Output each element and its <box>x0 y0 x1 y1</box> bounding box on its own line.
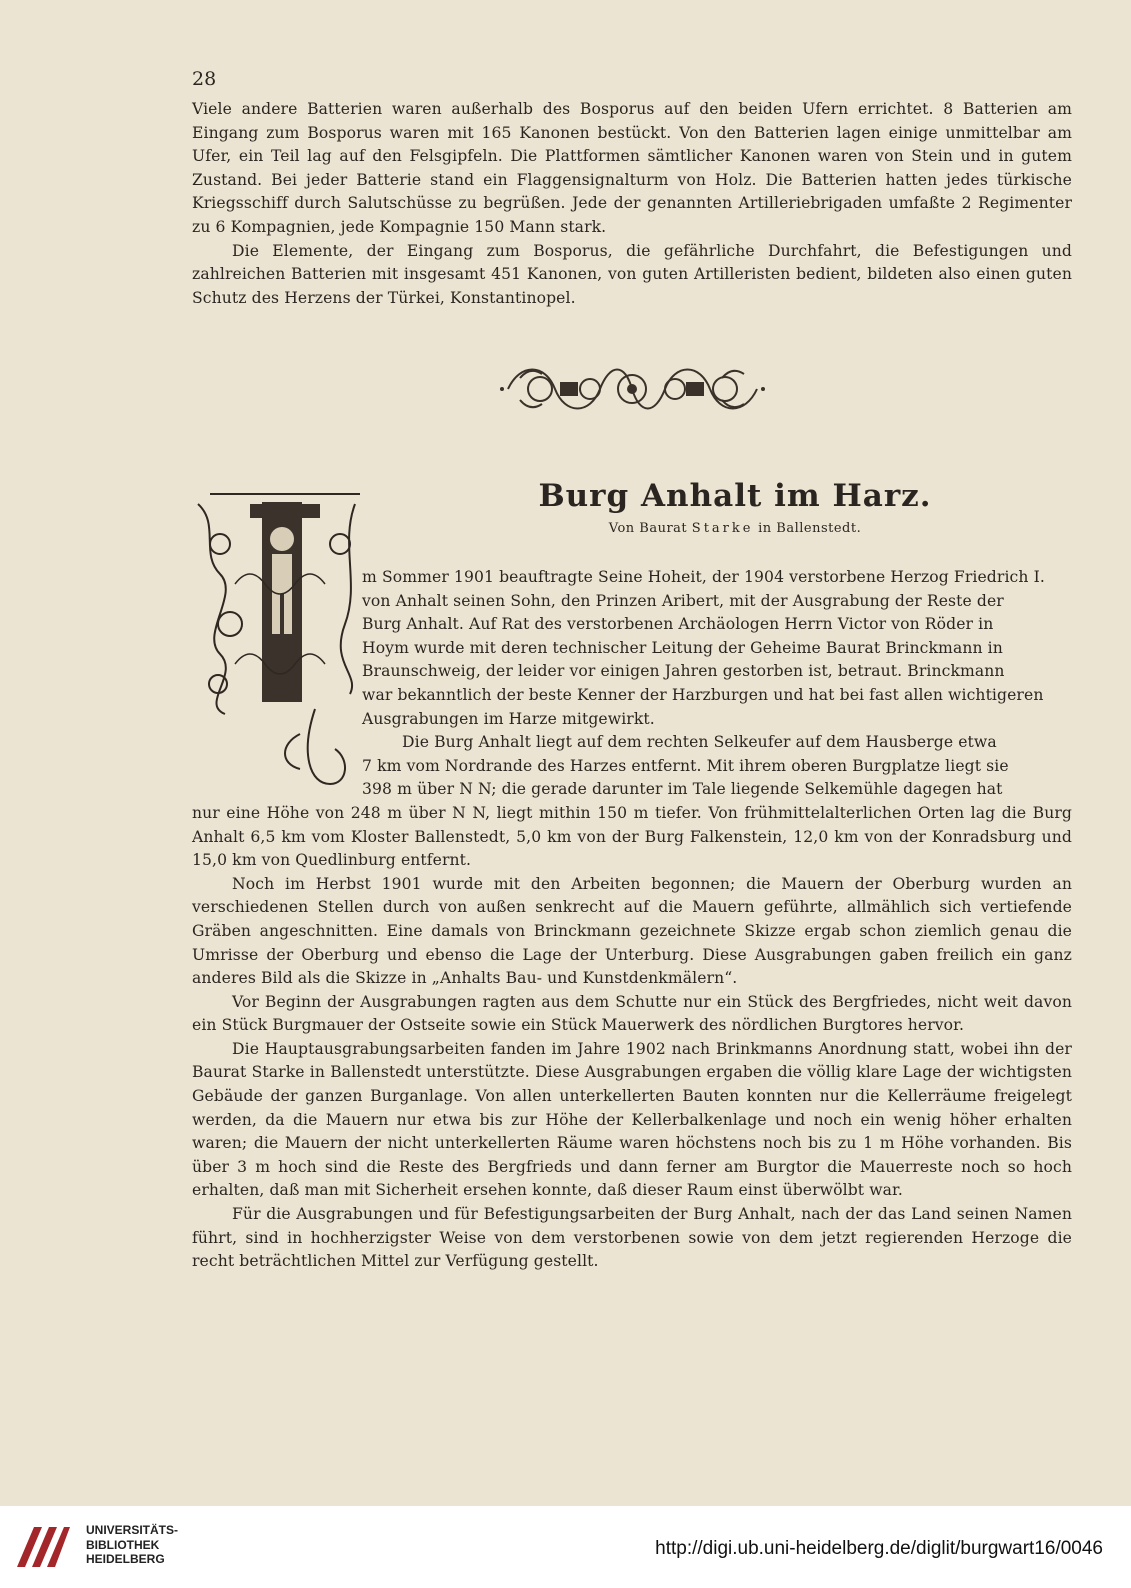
article-byline <box>520 521 950 536</box>
article-text <box>192 566 1072 1274</box>
article-title: Burg Anhalt im Harz. <box>538 478 932 514</box>
article-paragraph-5: Die Hauptausgrabungsarbeiten fanden im Jahre 1902 nach Brinkmanns Anordnung statt, wobei ihn der Baurat Starke in Ballenstedt unterstützte. Diese Ausgrabungen ergaben die völlig klare Lage der wichtigsten Gebäude der ganzen Burganlage. Von allen unterkellerten Bauten konnten nur die Kellerräume freigelegt werden, da die Mauern nur etwa bis zur Höhe der Kellerbalkenlage und noch ein wenig höher erhalten waren; die Mauern der nicht unterkellerten Räume waren höchstens noch bis zu 1 m Höhe vorhanden. Bis über 3 m hoch sind die Reste des Bergfrieds und dann ferner am Burgtor die Mauerreste noch so hoch erhalten, daß man mit Sicherheit ersehen konnte, daß dieser Raum einst überwölbt war. <box>192 1039 1072 1200</box>
byline-prefix: Von Baurat <box>608 521 688 536</box>
article-line-5: Braunschweig, der leider vor einigen Jahren gestorben ist, betraut. Brinckmann <box>362 662 1005 681</box>
library-name <box>86 1523 178 1567</box>
intro-text <box>192 98 1072 310</box>
article-line-3: Burg Anhalt. Auf Rat des verstorbenen Archäologen Herrn Victor von Röder in <box>362 615 994 634</box>
library-name-line-1: UNIVERSITÄTS- <box>86 1523 179 1537</box>
page-number: 28 <box>192 68 217 90</box>
article-line-9: 7 km vom Nordrande des Harzes entfernt. Mit ihrem oberen Burgplatze liegt sie <box>362 756 1009 775</box>
article-paragraph-4: Vor Beginn der Ausgrabungen ragten aus dem Schutte nur ein Stück des Bergfriedes, nicht weit davon ein Stück Burgmauer der Ostseite sowie ein Stück Mauerwerk des nördlichen Burgtores hervor. <box>192 992 1072 1035</box>
article-line-4: Hoym wurde mit deren technischer Leitung der Geheime Baurat Brinckmann in <box>362 638 1003 657</box>
article-line-6: war bekanntlich der beste Kenner der Harzburgen und hat bei fast allen wichtigeren <box>362 685 1044 704</box>
article-paragraph-3: Noch im Herbst 1901 wurde mit den Arbeiten begonnen; die Mauern der Oberburg wurden an verschiedenen Stellen durch von außen senkrecht auf die Mauern geführte, allmählich sich vertiefende Gräben angeschnitten. Eine damals von Brinckmann gezeichnete Skizze ergab schon ziemlich genau die Umrisse der Oberburg und ebenso die Lage der Unterburg. Diese Ausgrabungen gaben freilich ein ganz anderes Bild als die Skizze in „Anhalts Bau- und Kunstdenkmälern“. <box>192 874 1072 988</box>
article-paragraph-6: Für die Ausgrabungen und für Befestigungsarbeiten der Burg Anhalt, nach der das Land seinen Namen führt, sind in hochherzigster Weise von dem verstorbenen sowie von dem jetzt regierenden Herzoge die recht beträchtlichen Mittel zur Verfügung gestellt. <box>192 1205 1072 1271</box>
source-url-link[interactable]: http://digi.ub.uni-heidelberg.de/diglit/burgwart16/0046 <box>655 1538 1103 1559</box>
article-line-1: m Sommer 1901 beauftragte Seine Hoheit, der 1904 verstorbene Herzog Friedrich I. <box>362 568 1045 586</box>
intro-paragraph-1: Viele andere Batterien waren außerhalb des Bosporus auf den beiden Ufern errichtet. 8 Batterien am Eingang zum Bosporus waren mit 165 Kanonen bestückt. Von den Batterien lagen einige unmittelbar am Ufer, ein Teil lag auf den Felsgipfeln. Die Plattformen sämtlicher Kanonen waren von Stein und in gutem Zustand. Bei jeder Batterie stand ein Flaggensignalturm von Holz. Die Batterien hatten jedes türkische Kriegsschiff durch Salutschüsse zu begrüßen. Jede der genannten Artilleriebrigaden umfaßte 2 Regimenter zu 6 Kompagnien, jede Kompagnie 150 Mann stark. <box>192 100 1072 236</box>
article-line-7: Ausgrabungen im Harze mitgewirkt. <box>362 709 655 728</box>
byline-author: Starke <box>691 521 754 536</box>
article-line-10: 398 m über N N; die gerade darunter im Tale liegende Selkemühle dagegen hat <box>362 780 1003 799</box>
article-line-8: Die Burg Anhalt liegt auf dem rechten Selkeufer auf dem Hausberge etwa <box>402 733 997 752</box>
byline-suffix: in Ballenstedt. <box>758 521 862 536</box>
article-line-2: von Anhalt seinen Sohn, den Prinzen Aribert, mit der Ausgrabung der Reste der <box>362 591 1004 610</box>
ornamental-divider <box>500 358 765 420</box>
university-library-logo <box>12 1522 72 1572</box>
library-name-line-2: BIBLIOTHEK <box>86 1537 160 1552</box>
library-name-line-3: HEIDELBERG <box>86 1552 165 1566</box>
intro-paragraph-2: Die Elemente, der Eingang zum Bosporus, die gefährliche Durchfahrt, die Befestigungen und zahlreichen Batterien mit insgesamt 451 Kanonen, von guten Artilleristen bedient, bildeten also einen guten Schutz des Herzens der Türkei, Konstantinopel. <box>192 241 1072 307</box>
article-paragraph-2-rest: nur eine Höhe von 248 m über N N, liegt mithin 150 m tiefer. Von frühmittelalterlichen Orten lag die Burg Anhalt 6,5 km vom Kloster Ballenstedt, 5,0 km von der Burg Falkenstein, 12,0 km von der Konradsburg und 15,0 km von Quedlinburg entfernt. <box>192 803 1072 870</box>
